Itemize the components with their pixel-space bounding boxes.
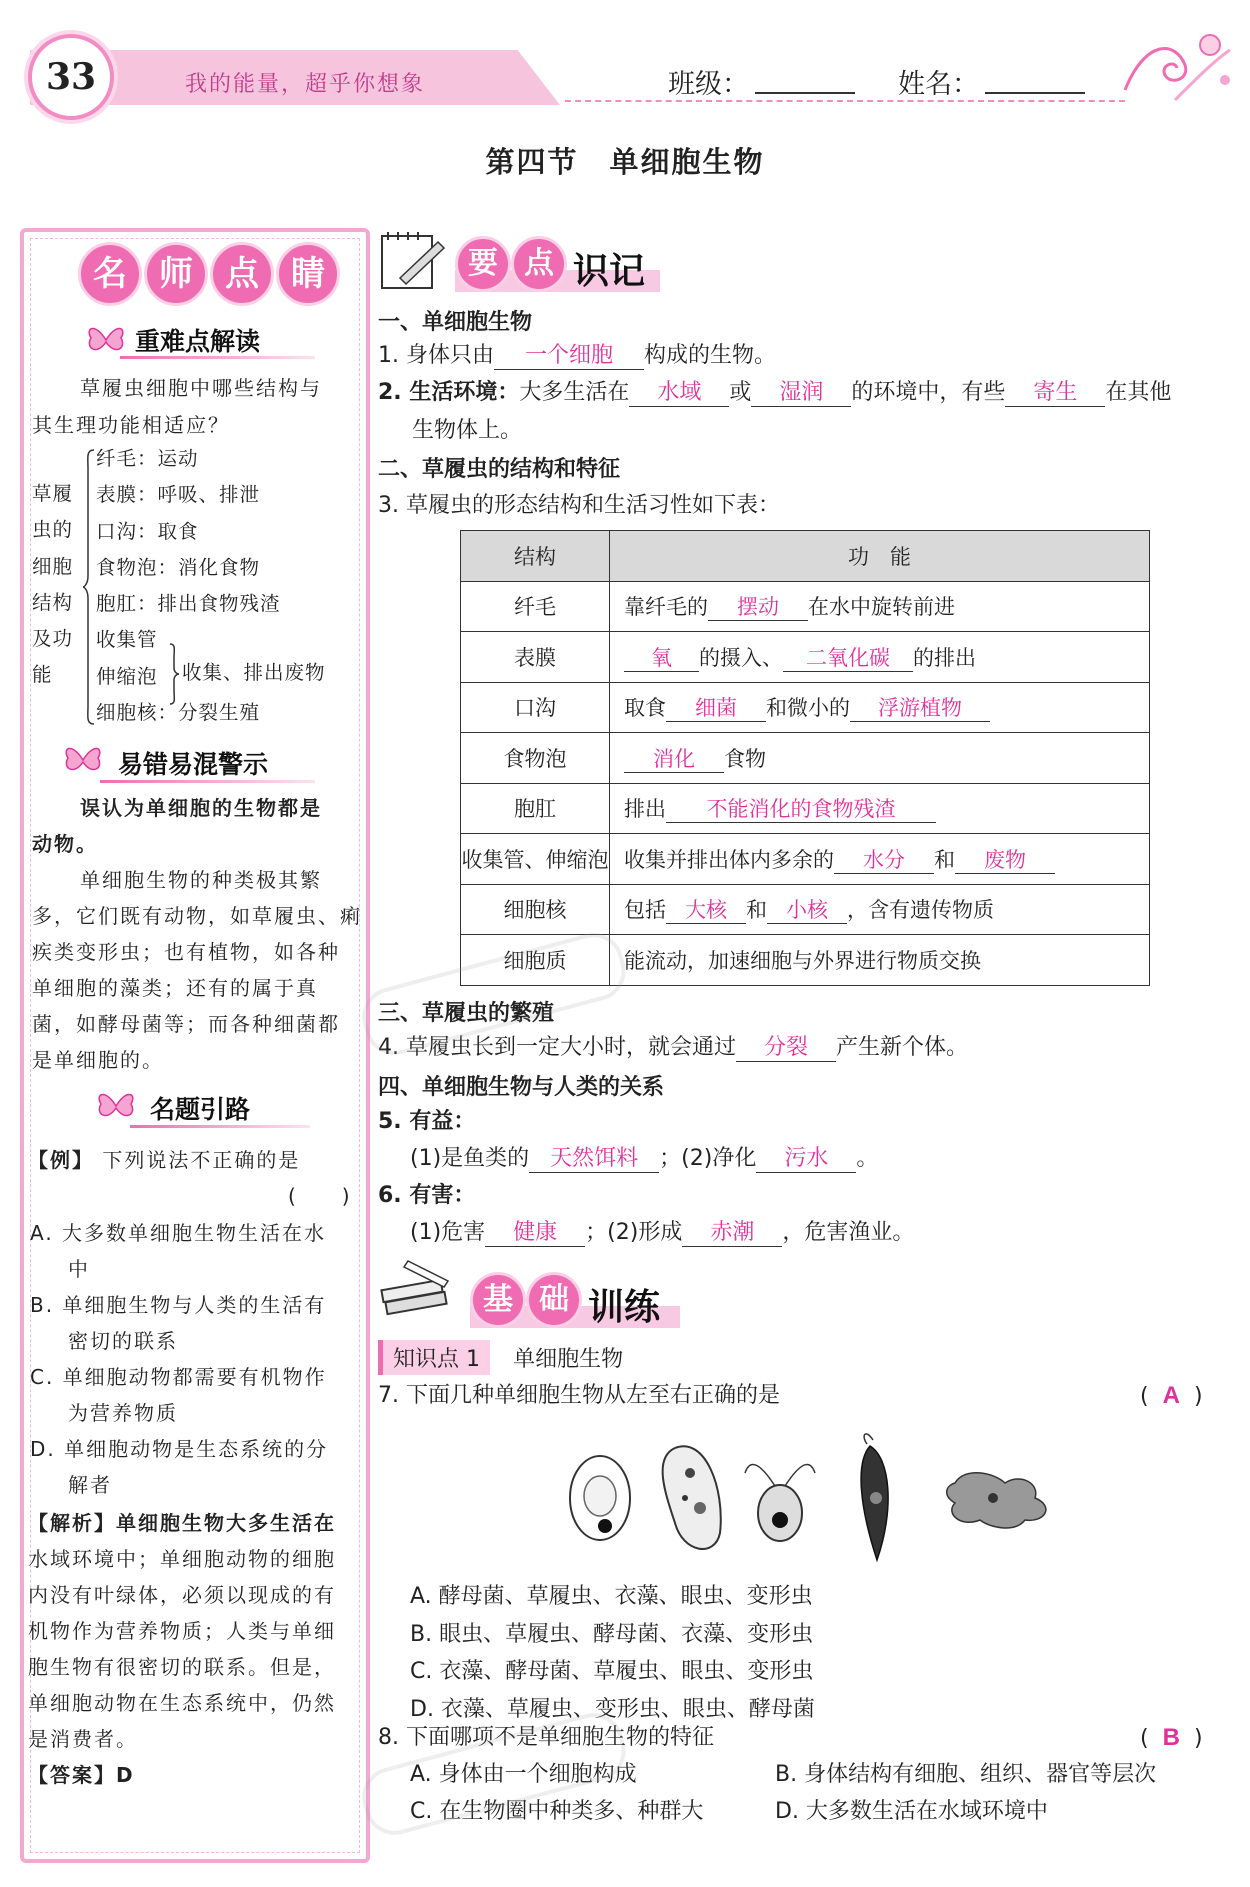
- side-label-part: 结构: [32, 590, 74, 614]
- chlamydomonas-icon: [745, 1464, 815, 1541]
- header-rest: 识记: [573, 251, 646, 292]
- option-line: D. 单细胞动物是生态系统的分: [30, 1437, 329, 1461]
- cell-answer[interactable]: 浮游植物: [850, 696, 990, 722]
- heading-underline: [130, 1125, 310, 1128]
- answer-line: 【答案】D: [28, 1763, 135, 1787]
- q6-text: (1)危害: [410, 1220, 486, 1245]
- q8-answer-box: [1140, 1720, 1203, 1757]
- sidebar-title-char: 点: [210, 242, 274, 306]
- amoeba-icon: [947, 1473, 1046, 1528]
- q2-answer-1[interactable]: 水域: [629, 380, 729, 407]
- function-cell: [610, 783, 1150, 834]
- knowledge-point-row: [378, 1340, 623, 1375]
- text-line: 菌，如酵母菌等；而各种细菌都: [32, 1012, 340, 1036]
- q4-text: 产生新个体。: [836, 1035, 969, 1060]
- knowledge-point-title: 单细胞生物: [513, 1347, 624, 1372]
- butterfly-icon: [85, 322, 127, 358]
- q4-answer[interactable]: 分裂: [736, 1035, 836, 1062]
- knowledge-point-label: 知识点 1: [378, 1340, 490, 1375]
- yeast-icon: [570, 1456, 630, 1540]
- table-header: 功 能: [610, 531, 1150, 582]
- heading-underline: [100, 780, 315, 783]
- option-line: 解者: [68, 1473, 112, 1497]
- option-line[interactable]: A. 身体由一个细胞构成: [410, 1762, 637, 1787]
- analysis-text: [28, 1505, 363, 1793]
- side-label-part: 虫的: [32, 518, 74, 542]
- sidebar-title: [78, 242, 342, 306]
- training-header: [470, 1272, 660, 1330]
- q2-text: 或: [729, 380, 752, 405]
- q1-text: 1. 身体只由: [378, 343, 494, 368]
- left-brace: [82, 448, 96, 726]
- q2-line2: 生物体上。: [412, 418, 523, 443]
- q4-text: 4. 草履虫长到一定大小时，就会通过: [378, 1035, 736, 1060]
- sidebar-question-line: 草履虫细胞中哪些结构与: [80, 376, 322, 400]
- function-cell: [610, 733, 1150, 784]
- paren-close: ): [1193, 1726, 1203, 1751]
- option-line: B. 单细胞生物与人类的生活有: [30, 1293, 327, 1317]
- option-line[interactable]: B. 身体结构有细胞、组织、器官等层次: [775, 1762, 1157, 1787]
- side-label-part: 草履: [32, 482, 74, 505]
- cell-answer[interactable]: 消化: [624, 747, 724, 773]
- function-cell: [610, 834, 1150, 885]
- function-cell: [610, 884, 1150, 935]
- text-line: 是单细胞的。: [32, 1048, 164, 1072]
- q6-text: ，危害渔业。: [782, 1220, 915, 1245]
- section-title: 一、单细胞生物: [378, 310, 533, 335]
- text-line: 疾类变形虫；也有植物，如各种: [32, 940, 340, 964]
- answer-paren: ( ): [288, 1184, 352, 1208]
- option-line[interactable]: C. 在生物圈中种类多、种群大: [410, 1799, 704, 1824]
- name-field[interactable]: [985, 92, 1085, 94]
- structure-cell: 纤毛: [461, 581, 610, 632]
- cell-text: ，含有遗传物质: [847, 898, 994, 923]
- table-row: [461, 783, 1150, 834]
- question-8: 8. 下面哪项不是单细胞生物的特征: [378, 1725, 714, 1750]
- cell-text: 取食: [624, 696, 666, 721]
- text-line: 多，它们既有动物，如草履虫、痢: [32, 904, 362, 928]
- cell-answer[interactable]: 废物: [955, 848, 1055, 874]
- analysis-line: 【解析】单细胞生物大多生活在: [28, 1511, 336, 1535]
- sidebar-sec1-heading: 重难点解读: [135, 327, 261, 356]
- question-5: 5. 有益：: [378, 1109, 476, 1134]
- list-item: 细胞核：分裂生殖: [96, 701, 261, 725]
- header-divider: [565, 100, 1125, 102]
- analysis-line: 水域环境中；单细胞动物的细胞: [28, 1547, 336, 1571]
- example-text: 下列说法不正确的是: [102, 1148, 301, 1172]
- q6-answer-1[interactable]: 健康: [485, 1220, 585, 1247]
- function-cell: 能流动，加速细胞与外界进行物质交换: [610, 935, 1150, 986]
- header-rest: 训练: [588, 1287, 661, 1328]
- side-label-part: 能: [32, 663, 53, 687]
- class-field[interactable]: [755, 92, 855, 94]
- side-label-part: 及功: [32, 627, 74, 651]
- q5-text: (1)是鱼类的: [410, 1146, 530, 1171]
- books-pencil-icon: [378, 1255, 463, 1320]
- structure-cell: 口沟: [461, 682, 610, 733]
- question-7: 7. 下面几种单细胞生物从左至右正确的是: [378, 1383, 780, 1408]
- structure-cell: 细胞质: [461, 935, 610, 986]
- function-cell: [610, 581, 1150, 632]
- q6-text: ；(2)形成: [585, 1220, 683, 1245]
- table-row: [461, 884, 1150, 935]
- sidebar-title-char: 睛: [276, 242, 340, 306]
- question-3: 3. 草履虫的形态结构和生活习性如下表：: [378, 493, 780, 518]
- sidebar-warning-text: [32, 790, 362, 1078]
- cell-text: 的排出: [913, 645, 976, 670]
- question-5-body: [410, 1141, 878, 1177]
- structure-cell: 细胞核: [461, 884, 610, 935]
- q7-answer-box: [1140, 1378, 1203, 1415]
- q5-text: 。: [856, 1146, 879, 1171]
- q5-text: ；(2)净化: [659, 1146, 757, 1171]
- option-line[interactable]: D. 大多数生活在水域环境中: [775, 1799, 1048, 1824]
- cell-answer[interactable]: 水分: [834, 848, 934, 874]
- list-item: 伸缩泡: [96, 664, 158, 688]
- sidebar-sec3-heading: 名题引路: [150, 1095, 251, 1124]
- option-line[interactable]: C. 衣藻、酵母菌、草履虫、眼虫、变形虫: [410, 1659, 814, 1684]
- text-line: 动物。: [32, 832, 98, 856]
- header-char: 基: [470, 1272, 526, 1328]
- q7-answer[interactable]: A: [1162, 1382, 1180, 1409]
- function-cell: [610, 682, 1150, 733]
- butterfly-icon: [62, 742, 104, 778]
- structure-cell: 收集管、伸缩泡: [461, 834, 610, 885]
- q2-text: 在其他: [1105, 380, 1172, 405]
- cell-text: 和微小的: [766, 696, 850, 721]
- notepad-icon: [378, 228, 448, 293]
- analysis-line: 单细胞动物在生态系统中，仍然: [28, 1691, 336, 1715]
- table-row: [461, 682, 1150, 733]
- structure-cell: 食物泡: [461, 733, 610, 784]
- cell-text: 的摄入、: [699, 645, 783, 670]
- structure-cell: 表膜: [461, 632, 610, 683]
- cell-text: 包括: [624, 898, 666, 923]
- cell-answer[interactable]: 氧: [624, 646, 699, 672]
- header-char: 础: [526, 1272, 582, 1328]
- page-number: 33: [28, 34, 114, 120]
- q2-text: 大多生活在: [519, 380, 630, 405]
- list-item: 食物泡：消化食物: [96, 555, 261, 579]
- section-title: 二、草履虫的结构和特征: [378, 457, 621, 482]
- analysis-line: 胞生物有很密切的联系。但是，: [28, 1655, 336, 1679]
- structure-cell: 胞肛: [461, 783, 610, 834]
- option-line[interactable]: B. 眼虫、草履虫、酵母菌、衣藻、变形虫: [410, 1621, 814, 1647]
- option-line[interactable]: D. 衣藻、草履虫、变形虫、眼虫、酵母菌: [410, 1696, 815, 1722]
- paren-open: (: [1140, 1384, 1149, 1409]
- question-2: [378, 375, 1171, 411]
- list-item: 收集管: [96, 628, 158, 652]
- example-options: [30, 1215, 360, 1503]
- cell-text: 靠纤毛的: [624, 595, 708, 620]
- q2-text: 的环境中，有些: [851, 380, 1006, 405]
- sidebar-title-char: 师: [144, 242, 208, 306]
- example-tag: 【例】: [28, 1148, 94, 1172]
- q1-answer[interactable]: 一个细胞: [494, 343, 644, 370]
- organism-figure: [565, 1428, 1075, 1568]
- cell-answer[interactable]: 二氧化碳: [783, 646, 913, 672]
- text-line: 单细胞的藻类；还有的属于真: [32, 976, 318, 1000]
- cell-answer[interactable]: 细菌: [666, 696, 766, 722]
- structure-table: [460, 530, 1150, 986]
- cell-answer[interactable]: 小核: [767, 898, 847, 924]
- cell-answer[interactable]: 大核: [666, 898, 746, 924]
- option-line: A. 大多数单细胞生物生活在水: [30, 1221, 327, 1245]
- sidebar-sec2-heading: 易错易混警示: [118, 750, 269, 779]
- list-item: 纤毛：运动: [96, 447, 199, 470]
- q7-options: [410, 1578, 815, 1728]
- class-label: 班级：: [668, 69, 749, 100]
- text-line: 误认为单细胞的生物都是: [80, 796, 322, 820]
- example-line: [28, 1142, 300, 1178]
- option-line: 中: [68, 1257, 90, 1281]
- q5-answer-1[interactable]: 天然饵料: [529, 1146, 659, 1173]
- option-line[interactable]: A. 酵母菌、草履虫、衣藻、眼虫、变形虫: [410, 1584, 813, 1609]
- q6-answer-2[interactable]: 赤潮: [682, 1220, 782, 1247]
- cell-text: 和: [934, 847, 955, 872]
- cell-text: 和: [746, 898, 767, 923]
- question-6: 6. 有害：: [378, 1183, 476, 1208]
- paren-open: (: [1140, 1726, 1149, 1751]
- sidebar-title-char: 名: [78, 242, 142, 306]
- table-header: 结构: [461, 531, 610, 582]
- cell-text: 食物: [724, 746, 766, 771]
- section-title: 三、草履虫的繁殖: [378, 1001, 555, 1026]
- function-cell: [610, 632, 1150, 683]
- option-line: C. 单细胞动物都需要有机物作: [30, 1365, 327, 1389]
- q2-answer-2[interactable]: 湿润: [751, 380, 851, 407]
- table-row: [461, 834, 1150, 885]
- sidebar-question-line: 其生理功能相适应？: [32, 413, 230, 437]
- table-row: [461, 632, 1150, 683]
- analysis-line: 是消费者。: [28, 1727, 138, 1751]
- heading-underline: [120, 356, 315, 359]
- section-title: 四、单细胞生物与人类的关系: [378, 1075, 665, 1100]
- question-1: [378, 338, 776, 374]
- table-header-row: [461, 531, 1150, 582]
- cell-text: 排出: [624, 797, 666, 822]
- brace-text: 收集、排出废物: [182, 661, 326, 684]
- q1-text: 构成的生物。: [643, 343, 776, 368]
- side-label-part: 细胞: [32, 554, 74, 578]
- option-line: 密切的联系: [68, 1329, 178, 1353]
- cell-text: 收集并排出体内多余的: [624, 847, 834, 872]
- list-item: 胞肛：排出食物残渣: [96, 592, 281, 616]
- name-label: 姓名：: [898, 69, 979, 100]
- q8-answer[interactable]: B: [1162, 1724, 1180, 1751]
- table-row: [461, 733, 1150, 784]
- analysis-line: 机物作为营养物质；人类与单细: [28, 1619, 336, 1643]
- paren-close: ): [1193, 1384, 1203, 1409]
- header-char: 要: [455, 236, 511, 292]
- question-6-body: [410, 1215, 914, 1251]
- floral-ornament-icon: [1115, 20, 1235, 110]
- cell-answer[interactable]: 摆动: [708, 595, 808, 621]
- page-title: 第四节 单细胞生物: [485, 145, 765, 179]
- text-line: 单细胞生物的种类极其繁: [80, 868, 322, 892]
- table-row: [461, 581, 1150, 632]
- right-brace: [168, 642, 180, 706]
- option-line: 为营养物质: [68, 1401, 178, 1425]
- euglena-icon: [861, 1434, 888, 1560]
- q2-text: 2. 生活环境：: [378, 380, 520, 405]
- analysis-line: 内没有叶绿体，必须以现成的有: [28, 1583, 336, 1607]
- list-item: 口沟：取食: [96, 519, 199, 543]
- butterfly-icon: [95, 1088, 137, 1124]
- slogan: 我的能量，超乎你想象: [185, 72, 426, 97]
- list-item: 表膜：呼吸、排泄: [96, 483, 261, 507]
- paramecium-icon: [663, 1446, 721, 1549]
- key-points-header: [455, 236, 645, 294]
- structure-side-label: [32, 476, 78, 694]
- cell-answer[interactable]: 不能消化的食物残渣: [666, 797, 936, 823]
- cell-text: 在水中旋转前进: [808, 595, 955, 620]
- q5-answer-2[interactable]: 污水: [756, 1146, 856, 1173]
- q2-answer-3[interactable]: 寄生: [1005, 380, 1105, 407]
- header-char: 点: [511, 236, 567, 292]
